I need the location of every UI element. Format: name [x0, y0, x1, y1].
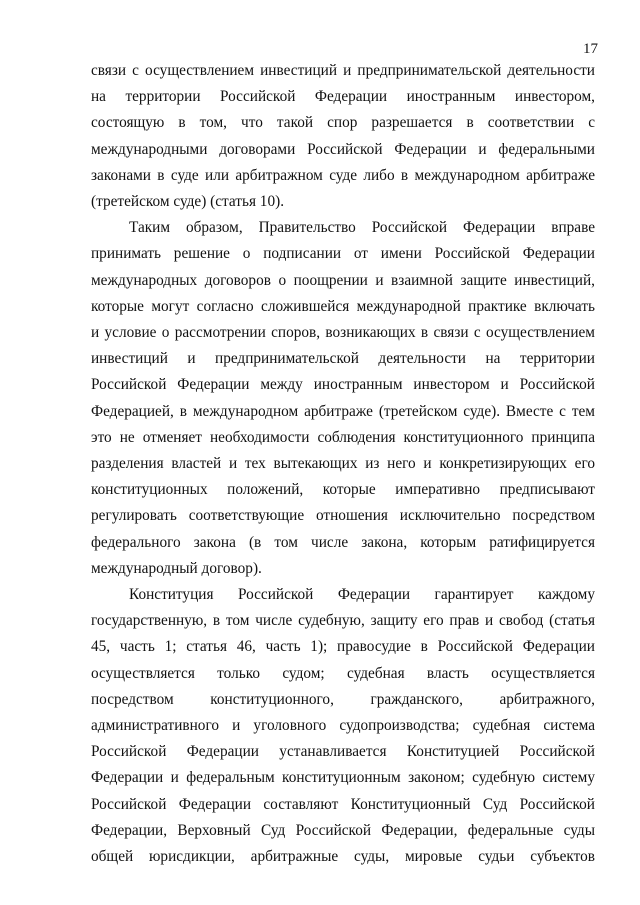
text-line: Федерации, Верховный Суд Российской Федерации, федеральные суды	[91, 821, 595, 839]
text-line: это не отменяет необходимости соблюдения конституционного принципа	[91, 428, 595, 446]
text-line: Конституция Российской Федерации гарантирует каждому	[129, 586, 595, 604]
paragraph-3	[91, 582, 595, 870]
text-line: государственную, в том числе судебную, защиту его прав и свобод (статья	[91, 612, 595, 630]
text-line: которые могут согласно сложившейся международной практике включать	[91, 297, 595, 315]
text-line: Российской Федерации устанавливается Конституцией Российской	[91, 743, 595, 761]
text-line: конституционных положений, которые императивно предписывают	[91, 481, 595, 499]
text-line: принимать решение о подписании от имени Российской Федерации	[91, 245, 595, 263]
paragraph-1	[91, 58, 595, 215]
text-line: посредством конституционного, гражданского, арбитражного,	[91, 690, 595, 708]
body-text	[91, 58, 595, 870]
text-line: состоящую в том, что такой спор разрешается в соответствии с	[91, 114, 595, 132]
text-line: Таким образом, Правительство Российской Федерации вправе	[129, 219, 595, 237]
text-line: (третейском суде) (статья 10).	[91, 193, 285, 211]
paragraph-2	[91, 215, 595, 582]
text-line: Российской Федерации составляют Конституционный Суд Российской	[91, 795, 595, 813]
text-line: федерального закона (в том числе закона, которым ратифицируется	[91, 533, 595, 551]
text-line: осуществляется только судом; судебная власть осуществляется	[91, 664, 595, 682]
text-line: международными договорами Российской Федерации и федеральными	[91, 140, 595, 158]
text-line: административного и уголовного судопроизводства; судебная система	[91, 717, 595, 735]
text-line: 45, часть 1; статья 46, часть 1); правосудие в Российской Федерации	[91, 638, 595, 656]
text-line: Российской Федерации между иностранным инвестором и Российской	[91, 376, 595, 394]
text-line: регулировать соответствующие отношения исключительно посредством	[91, 507, 595, 525]
text-line: и условие о рассмотрении споров, возникающих в связи с осуществлением	[91, 324, 595, 342]
text-line: Федерации и федеральным конституционным законом; судебную систему	[91, 769, 595, 787]
text-line: законами в суде или арбитражном суде либо в международном арбитраже	[91, 166, 595, 184]
page-number: 17	[583, 41, 598, 57]
text-line: на территории Российской Федерации иностранным инвестором,	[91, 88, 595, 106]
text-line: общей юрисдикции, арбитражные суды, мировые судьи субъектов	[91, 848, 595, 866]
text-line: инвестиций и предпринимательской деятельности на территории	[91, 350, 595, 368]
text-line: разделения властей и тех вытекающих из него и конкретизирующих его	[91, 455, 595, 473]
text-line: Федерацией, в международном арбитраже (третейском суде). Вместе с тем	[91, 402, 595, 420]
text-line: международных договоров о поощрении и взаимной защите инвестиций,	[91, 271, 595, 289]
text-line: связи с осуществлением инвестиций и предпринимательской деятельности	[91, 62, 595, 79]
text-line: международный договор).	[91, 559, 262, 577]
